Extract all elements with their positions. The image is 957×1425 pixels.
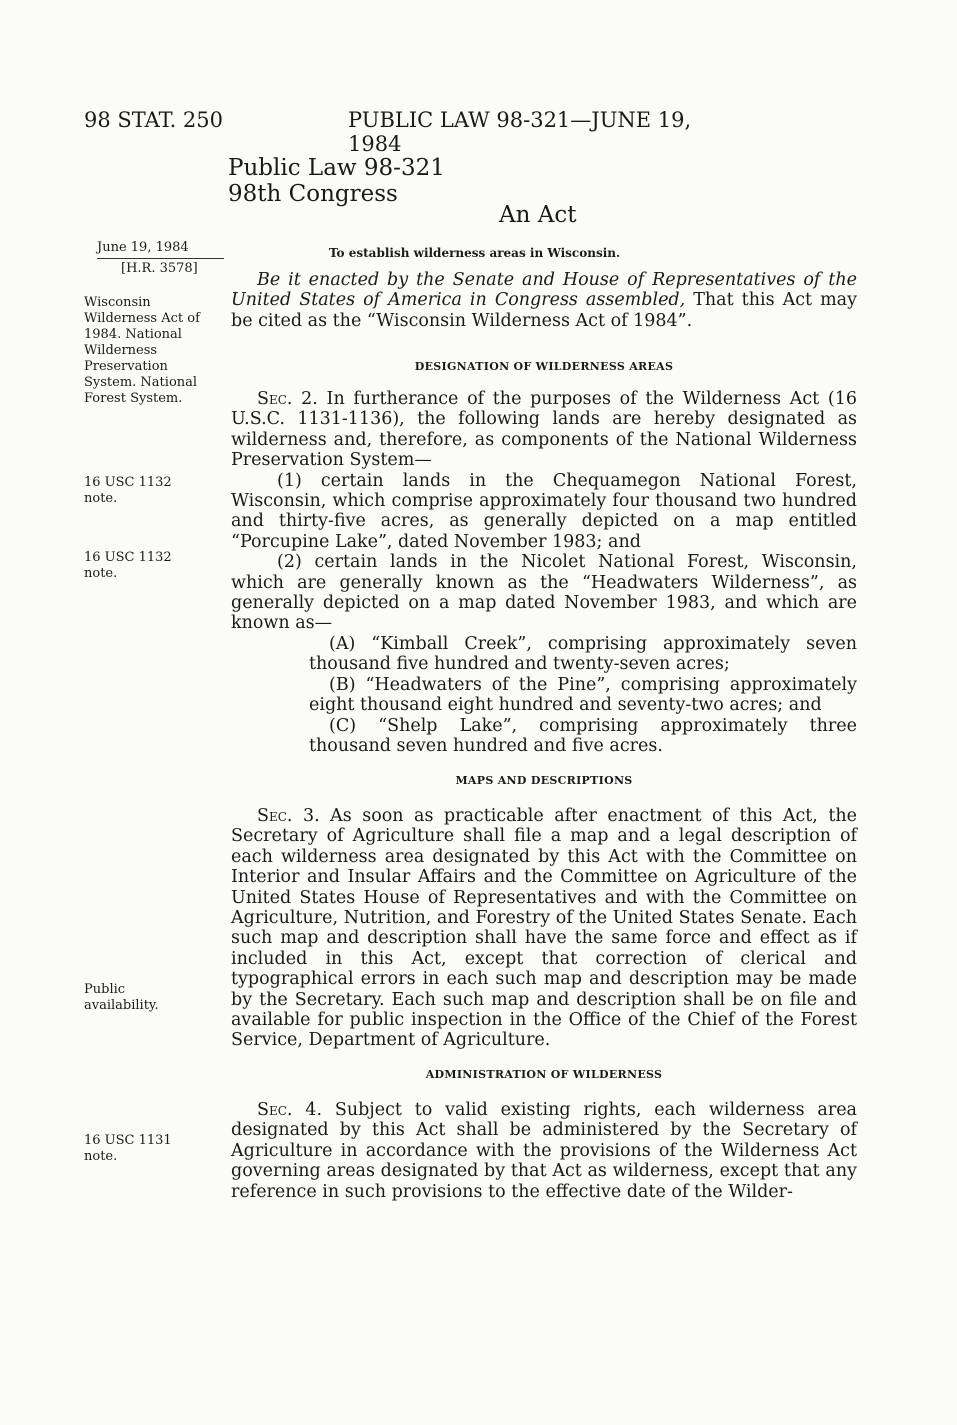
stat-page-number: 98 STAT. 250 xyxy=(84,108,224,132)
section-2-sub-b: (B) “Headwaters of the Pine”, comprising approximately eight thousand eight hundred and seventy-two acres; and xyxy=(309,674,857,716)
section-4-heading: ADMINISTRATION OF WILDERNESS xyxy=(425,1068,663,1081)
section-2-label: Sec. 2. xyxy=(257,389,318,409)
congress-number: 98th Congress xyxy=(228,181,398,207)
section-2-intro: In furtherance of the purposes of the Wilderness Act (16 U.S.C. 1131-1136), the following lands are hereby designated as wilderness and, therefore, as components of the National Wilderness Preservation System— xyxy=(231,389,857,471)
margin-date-note xyxy=(97,240,227,277)
margin-usc-note-1: 16 USC 1132 note. xyxy=(84,475,172,506)
enacting-clause-italic: Be it enacted by the Senate and House of Representatives of the United States of America in Congress assembled, xyxy=(231,270,857,311)
margin-date: June 19, 1984 xyxy=(97,240,224,259)
margin-public-availability: Public availability. xyxy=(84,982,159,1013)
margin-usc-note-3: 16 USC 1131 note. xyxy=(84,1133,172,1164)
act-purpose: To establish wilderness areas in Wisconsin. xyxy=(329,246,621,260)
margin-usc-note-2: 16 USC 1132 note. xyxy=(84,550,172,581)
page-header xyxy=(84,108,744,156)
section-2-para-2: (2) certain lands in the Nicolet National Forest, Wisconsin, which are generally known as the “Headwaters Wilderness”, as generally depicted on a map dated November 1983, and which are known as— xyxy=(231,552,857,634)
an-act-heading: An Act xyxy=(499,202,577,228)
section-2-para-1: (1) certain lands in the Chequamegon National Forest, Wisconsin, which comprise approximately four thousand two hundred and thirty-five acres, as generally depicted on a map entitled “Porcupine Lake”, dated November 1983; and xyxy=(231,470,857,552)
section-4-label: Sec. 4. xyxy=(257,1100,323,1120)
section-2-sub-c: (C) “Shelp Lake”, comprising approximately three thousand seven hundred and five acres. xyxy=(309,715,857,756)
enacting-clause-rest: That this Act may be cited as the “Wisconsin Wilderness Act of 1984”. xyxy=(231,290,857,331)
section-2-heading: DESIGNATION OF WILDERNESS AREAS xyxy=(414,360,674,373)
section-2-sub-a: (A) “Kimball Creek”, comprising approximately seven thousand five hundred and twenty-seven acres; xyxy=(309,633,857,675)
section-4-text: Subject to valid existing rights, each wilderness area designated by this Act shall be administered by the Secretary of Agriculture in accordance with the provisions of the Wilderness Act governing areas designated by that Act as wilderness, except that any reference in such provisions to the effective date of the Wilder- xyxy=(231,1100,857,1202)
enacting-clause xyxy=(231,270,857,331)
section-2 xyxy=(231,389,857,756)
section-3-heading: MAPS AND DESCRIPTIONS xyxy=(455,774,633,787)
public-law-number: Public Law 98-321 xyxy=(228,155,445,181)
margin-subjects: Wisconsin Wilderness Act of 1984. National Wilderness Preservation System. National Forest System. xyxy=(84,295,200,406)
running-title: PUBLIC LAW 98-321—JUNE 19, 1984 xyxy=(348,108,692,156)
margin-bill-number: [H.R. 3578] xyxy=(121,261,198,276)
section-4 xyxy=(231,1100,857,1202)
section-3 xyxy=(231,806,857,1051)
section-3-label: Sec. 3. xyxy=(257,806,320,826)
section-3-text: As soon as practicable after enactment of this Act, the Secretary of Agriculture shall file a map and a legal description of each wilderness area designated by this Act with the Committee on Interior and Insular Affairs and the Committee on Agriculture of the United States House of Representatives and with the Committee on Agriculture, Nutrition, and Forestry of the United States Senate. Each such map and description shall have the same force and effect as if included in this Act, except that correction of clerical and typographical errors in each such map and description may be made by the Secretary. Each such map and description shall be on file and available for public inspection in the Office of the Chief of the Forest Service, Department of Agriculture. xyxy=(231,806,857,1051)
law-title xyxy=(228,155,445,207)
